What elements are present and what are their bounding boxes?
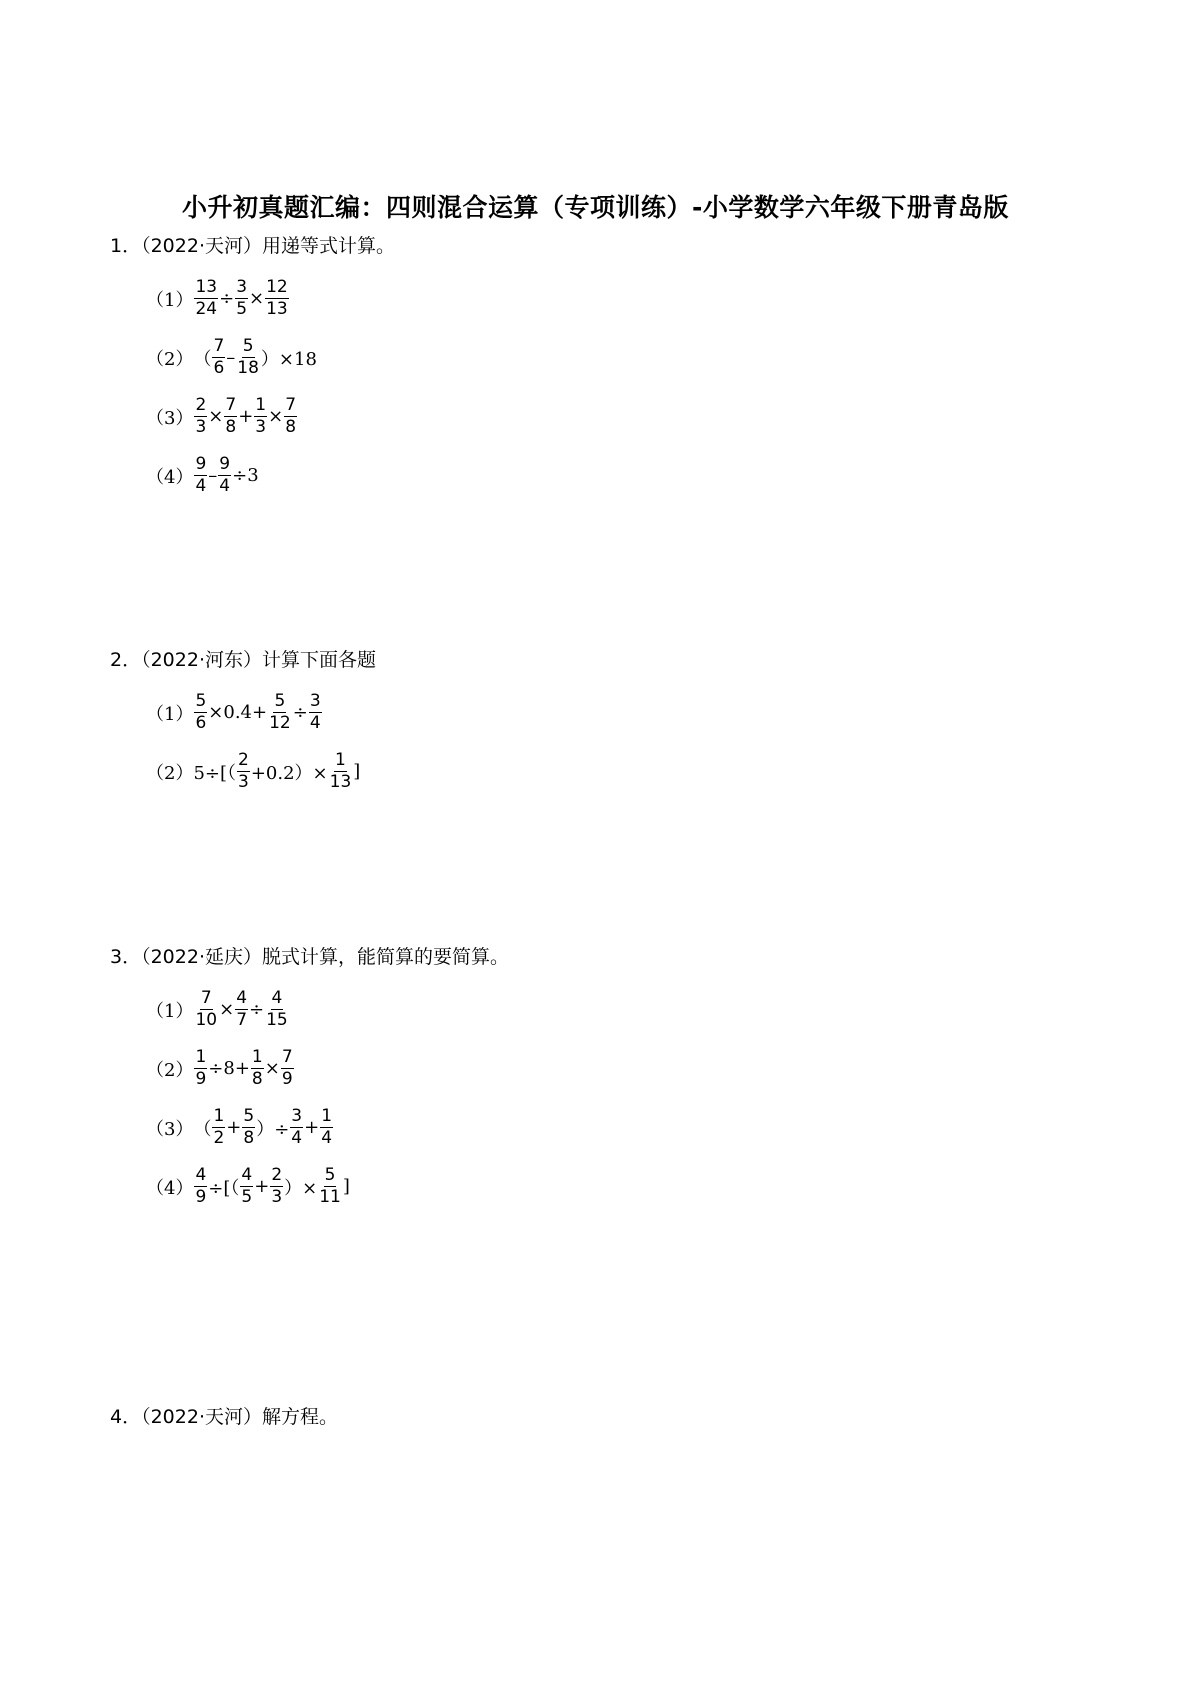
fraction [224,397,237,436]
item-label: （2） [146,1059,194,1081]
expression-operator: + [226,1117,242,1138]
fraction-denominator: 7 [236,1010,248,1030]
fraction-numerator: 3 [236,277,248,297]
fraction-denominator: 9 [195,1187,207,1207]
fraction-numerator: 1 [195,1047,207,1067]
fraction [236,338,260,377]
expression-operator: ] [353,761,361,782]
expression-operator: × [268,406,284,427]
fraction [194,1167,207,1206]
fraction-numerator: 12 [266,277,288,297]
item-label: （1） [146,1000,194,1022]
question-1-item-4 [146,456,259,495]
fraction [194,990,218,1029]
fraction-denominator: 8 [251,1069,263,1089]
question-1-item-2 [146,338,317,377]
fraction-denominator: 5 [236,299,248,319]
fraction-denominator: 11 [319,1187,341,1207]
fraction [194,693,207,732]
fraction-denominator: 15 [266,1010,288,1030]
fraction-numerator: 1 [321,1106,333,1126]
fraction-denominator: 13 [266,299,288,319]
fraction-denominator: 10 [195,1010,218,1030]
fraction-denominator: 3 [195,417,207,437]
fraction-denominator: 8 [285,417,297,437]
item-label: （1） [146,703,194,725]
expression-operator: ÷ [219,288,235,309]
fraction-denominator: 3 [238,772,249,792]
item-label: （2） [146,348,194,370]
fraction [194,397,207,436]
fraction-denominator: 6 [213,358,225,378]
expression-operator: × [219,999,235,1020]
fraction-numerator: 4 [271,988,283,1008]
fraction-denominator: 13 [329,772,352,792]
expression-operator: ）÷ [256,1118,290,1140]
expression-operator: + [238,406,254,427]
expression-operator: ÷3 [232,465,259,486]
fraction-denominator: 4 [219,476,231,496]
item-label: （2） [146,762,194,784]
fraction-denominator: 24 [195,299,218,319]
fraction [237,752,250,791]
expression-operator: ] [342,1176,350,1197]
item-label: （4） [146,466,194,488]
fraction-numerator: 1 [213,1106,225,1126]
fraction-numerator: 7 [285,395,297,415]
fraction-numerator: 3 [309,691,321,711]
expression-operator: ÷8+ [208,1058,250,1079]
fraction-denominator: 4 [309,713,321,733]
fraction-numerator: 5 [324,1165,336,1185]
expression-operator: （ [193,1118,212,1140]
fraction-numerator: 7 [281,1047,293,1067]
fraction-denominator: 6 [195,713,207,733]
fraction-numerator: 9 [219,454,231,474]
question-1-item-3 [146,397,298,436]
fraction [212,338,225,377]
fraction [235,279,248,318]
fraction-numerator: 2 [195,395,207,415]
expression-operator: – [208,465,218,486]
item-label: （3） [146,1118,194,1140]
fraction [251,1049,264,1088]
question-3-item-3 [146,1108,334,1147]
question-2-item-1 [146,693,323,732]
question-1-heading: 1．（2022·天河）用递等式计算。 [110,235,395,257]
question-1-item-1 [146,279,290,318]
fraction [268,693,292,732]
fraction [242,1108,255,1147]
fraction [270,1167,283,1206]
question-3-item-4 [146,1167,350,1206]
fraction-denominator: 3 [271,1187,283,1207]
expression-operator: ）× [284,1177,318,1199]
expression-operator: ÷[（ [208,1177,240,1199]
fraction [235,990,248,1029]
question-3-item-2 [146,1049,295,1088]
fraction-numerator: 1 [251,1047,263,1067]
fraction-numerator: 2 [238,750,249,770]
fraction-numerator: 4 [236,988,248,1008]
fraction-denominator: 4 [291,1128,303,1148]
fraction [290,1108,303,1147]
fraction [281,1049,294,1088]
fraction [240,1167,253,1206]
page-title: 小升初真题汇编：四则混合运算（专项训练）-小学数学六年级下册青岛版 [182,193,1009,222]
fraction-numerator: 5 [242,336,254,356]
fraction [194,1049,207,1088]
expression-operator: – [226,347,236,368]
expression-operator: + [254,1176,270,1197]
fraction-denominator: 12 [269,713,291,733]
fraction-denominator: 8 [243,1128,255,1148]
fraction-denominator: 9 [281,1069,293,1089]
fraction-numerator: 2 [271,1165,283,1185]
fraction-denominator: 5 [241,1187,253,1207]
fraction-numerator: 5 [243,1106,255,1126]
expression-operator: （ [193,348,212,370]
expression-operator: +0.2）× [250,762,328,784]
expression-operator: 5÷[（ [193,762,237,784]
fraction-denominator: 4 [321,1128,333,1148]
fraction [265,279,289,318]
fraction [212,1108,225,1147]
fraction-denominator: 3 [255,417,267,437]
expression-operator: × [264,1058,280,1079]
fraction-numerator: 9 [195,454,207,474]
fraction [254,397,267,436]
question-3-item-1 [146,990,290,1029]
fraction-denominator: 9 [195,1069,207,1089]
fraction-numerator: 1 [335,750,346,770]
fraction [265,990,289,1029]
fraction-denominator: 8 [225,417,237,437]
expression-operator: + [304,1117,320,1138]
fraction [318,1167,342,1206]
question-2-item-2 [146,752,360,791]
fraction-numerator: 13 [195,277,218,297]
expression-operator: × [208,406,224,427]
fraction [194,456,207,495]
item-label: （1） [146,289,194,311]
fraction [320,1108,333,1147]
fraction-numerator: 4 [195,1165,207,1185]
question-4-heading: 4．（2022·天河）解方程。 [110,1406,338,1428]
fraction [309,693,322,732]
expression-operator: ）×18 [260,348,317,370]
expression-operator: ÷ [292,702,308,723]
fraction-numerator: 1 [255,395,267,415]
fraction-numerator: 7 [213,336,225,356]
expression-operator: ÷ [249,999,265,1020]
fraction-denominator: 18 [237,358,259,378]
fraction-numerator: 5 [274,691,286,711]
expression-operator: ×0.4+ [208,702,268,723]
fraction-denominator: 2 [213,1128,225,1148]
fraction-numerator: 7 [225,395,237,415]
fraction-numerator: 5 [195,691,207,711]
fraction-numerator: 7 [200,988,212,1008]
fraction-denominator: 4 [195,476,207,496]
fraction [218,456,231,495]
fraction [329,752,353,791]
question-2-heading: 2．（2022·河东）计算下面各题 [110,649,376,671]
expression-operator: × [249,288,265,309]
fraction [194,279,218,318]
fraction-numerator: 3 [291,1106,303,1126]
question-3-heading: 3．（2022·延庆）脱式计算，能简算的要简算。 [110,946,509,968]
fraction [284,397,297,436]
item-label: （3） [146,407,194,429]
item-label: （4） [146,1177,194,1199]
fraction-numerator: 4 [241,1165,253,1185]
